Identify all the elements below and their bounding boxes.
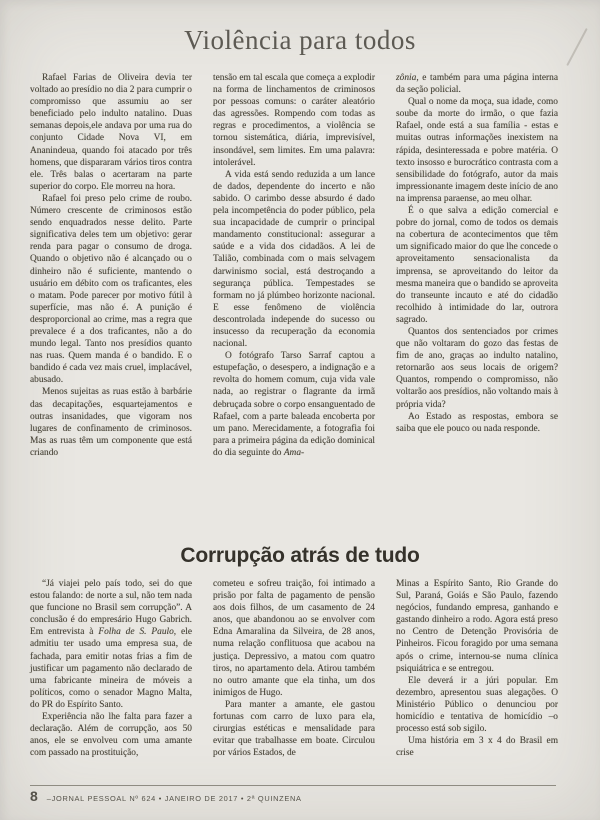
paragraph: Experiência não lhe falta para fazer a declaração. Além de corrupção, aos 50 anos, ele se envolveu com uma amante com passado na prostituição, — [30, 712, 192, 759]
text-column-1 — [30, 578, 192, 772]
article-title-corrupcao: Corrupção atrás de tudo — [180, 544, 420, 567]
page-number: 8 — [30, 788, 38, 804]
article-violencia-columns — [0, 72, 600, 530]
paragraph: “Já viajei pelo país todo, sei do que estou falando: de norte a sul, não tem nada que funcione no Brasil sem corrupção”. A conclusão é do empresário Hugo Gabrich. Em entrevista à Folha de S. Paulo, ele admitiu ter usado uma empresa sua, de fachada, para emitir notas frias a fim de justificar um pagamento não declarado de uma fabricante mineira de móveis a políticos, como o senador Magno Malta, do PR do Espírito Santo. — [30, 579, 192, 710]
paragraph: Para manter a amante, ele gastou fortunas com carro de luxo para ela, cirurgias estéticas e mensalidade para evitar que trabalhasse em boate. Circulou por vários Estados, de — [213, 699, 375, 759]
paragraph: Rafael foi preso pelo crime de roubo. Número crescente de criminosos estão sendo enquadrados nesse delito. Parte significativa deles tem um objetivo: gerar renda para pagar o consumo de droga. Quando o objetivo não é alcançado ou o dinheiro não é suficiente, mantendo o usuário em débito com os traficantes, eles o matam. Pode parecer por motivo fútil à superfície, mas não é. A punição é desproporcional ao crime, mas a regra que prevalece é a dos traficantes, não a do mundo legal. Tanto nos presídios quanto nas ruas. Quem manda é o bandido. E o bandido é cada vez mais cruel, implacável, abusado. — [30, 193, 192, 386]
paragraph: Minas a Espírito Santo, Rio Grande do Sul, Paraná, Goiás e São Paulo, fazendo negócios, fundando empresa, ganhando e gastando dinheiro a rodo. Agora está preso no Centro de Detenção Provisória de Pinheiros. Ficou foragido por uma semana após o crime, internou-se numa clínica psiquiátrica e se entregou. — [396, 579, 558, 674]
paragraph: Quantos dos sentenciados por crimes que não voltaram do gozo das festas de fim de ano, graças ao indulto natalino, retornarão aos seus locais de origem? Quantos, rompendo o compromisso, não voltarão aos presídios, não voltando mais à própria vida? — [396, 326, 558, 410]
paragraph: cometeu e sofreu traição, foi intimado a prisão por falta de pagamento de pensão aos dois filhos, de um casamento de 24 anos, que abandonou ao se envolver com Edna Amaralina da Silveira, de 28 anos, numa relação conflituosa que acabou na justiça. Depressivo, a matou com quatro tiros, no apartamento dela. Atirou também no outro amante que ela tinha, um dos inimigos de Hugo. — [213, 579, 375, 698]
paragraph: tensão em tal escala que começa a explodir na forma de linchamentos de criminosos por pessoas comuns: o caráter aleatório das agressões. Rompendo com todas as regras e procedimentos, a violência se tornou sistemática, diária, imprevisível, insondável, sem limites. Em uma palavra: intolerável. — [213, 73, 375, 168]
paragraph: Ele deverá ir a júri popular. Em dezembro, apresentou suas alegações. O Ministério Público o denunciou por homicídio e tentativa de homicídio –o processo está sob sigilo. — [396, 675, 558, 735]
page-footer — [30, 785, 556, 804]
text-column-2 — [213, 578, 375, 772]
paragraph: Ao Estado as respostas, embora se saiba que ele pouco ou nada responde. — [396, 411, 558, 434]
text-column-3 — [396, 72, 558, 530]
paragraph: O fotógrafo Tarso Sarraf captou a estupefação, o desespero, a indignação e a revolta do homem comum, cuja vida vale nada, ao registrar o flagrante da irmã debruçada sobre o corpo ensanguentado de Rafael, com a parte baleada encoberta por um pano. Merecidamente, a fotografia foi para a primeira página da edição dominical do dia seguinte do Ama- — [213, 351, 375, 458]
paragraph: Uma história em 3 x 4 do Brasil em crise — [396, 736, 558, 759]
article-corrupcao-columns — [0, 578, 600, 772]
issue-line: –JORNAL PESSOAL Nº 624 • JANEIRO DE 2017 • 2ª QUINZENA — [46, 794, 302, 803]
text-column-1 — [30, 72, 192, 530]
paragraph: Menos sujeitas as ruas estão à barbárie das decapitações, esquartejamentos e outras insanidades, que vigoram nos lugares de confinamento de criminosos. Mas as ruas têm um componente que está criando — [30, 387, 192, 458]
paragraph: Qual o nome da moça, sua idade, como soube da morte do irmão, o que fazia Rafael, onde está a sua família - estas e muitas outras informações inexistem na rápida, desinteressada e pobre matéria. O texto insosso e burocrático contrasta com a sensibilidade do fotógrafo, autor da mais impressionante imagem deste início de ano na imprensa paraense, ao meu olhar. — [396, 97, 558, 204]
article-title-violencia: Violência para todos — [184, 25, 416, 55]
paragraph: zônia, e também para uma página interna da seção policial. — [396, 73, 558, 96]
text-column-3 — [396, 578, 558, 772]
paragraph: Rafael Farias de Oliveira devia ter voltado ao presídio no dia 2 para cumprir o compromisso que assumiu ao ser beneficiado pelo indulto natalino. Duas semanas depois,ele andava por uma rua do conjunto Cidade Nova VI, em Ananindeua, quando foi atacado por três homens, que dispararam vários tiros contra ele. Três balas o acertaram na parte superior do corpo. Ele morreu na hora. — [30, 73, 192, 192]
text-column-2 — [213, 72, 375, 530]
paragraph: É o que salva a edição comercial e pobre do jornal, como de todos os demais na cobertura de acontecimentos que têm um significado maior do que lhe concede o aproveitamento sensacionalista da imprensa, se aproveitando do leitor da mesma maneira que o bandido se aproveita do transeunte incauto e até do cidadão recolhido à intimidade do lar, outrora sagrado. — [396, 206, 558, 325]
paragraph: A vida está sendo reduzida a um lance de dados, dependente do incerto e não sabido. O carimbo desse absurdo é dado pela incompetência do poder público, pela sua incapacidade de cumprir o principal mandamento constitucional: assegurar a saúde e a vida dos cidadãos. A lei de Talião, combinada com o mais selvagem darwinismo social, está destroçando a segurança pública. Tempestades se formam no já plúmbeo horizonte nacional. E esse fenômeno de violência descontrolada independe do sucesso ou insucesso da recuperação da economia nacional. — [213, 169, 375, 350]
